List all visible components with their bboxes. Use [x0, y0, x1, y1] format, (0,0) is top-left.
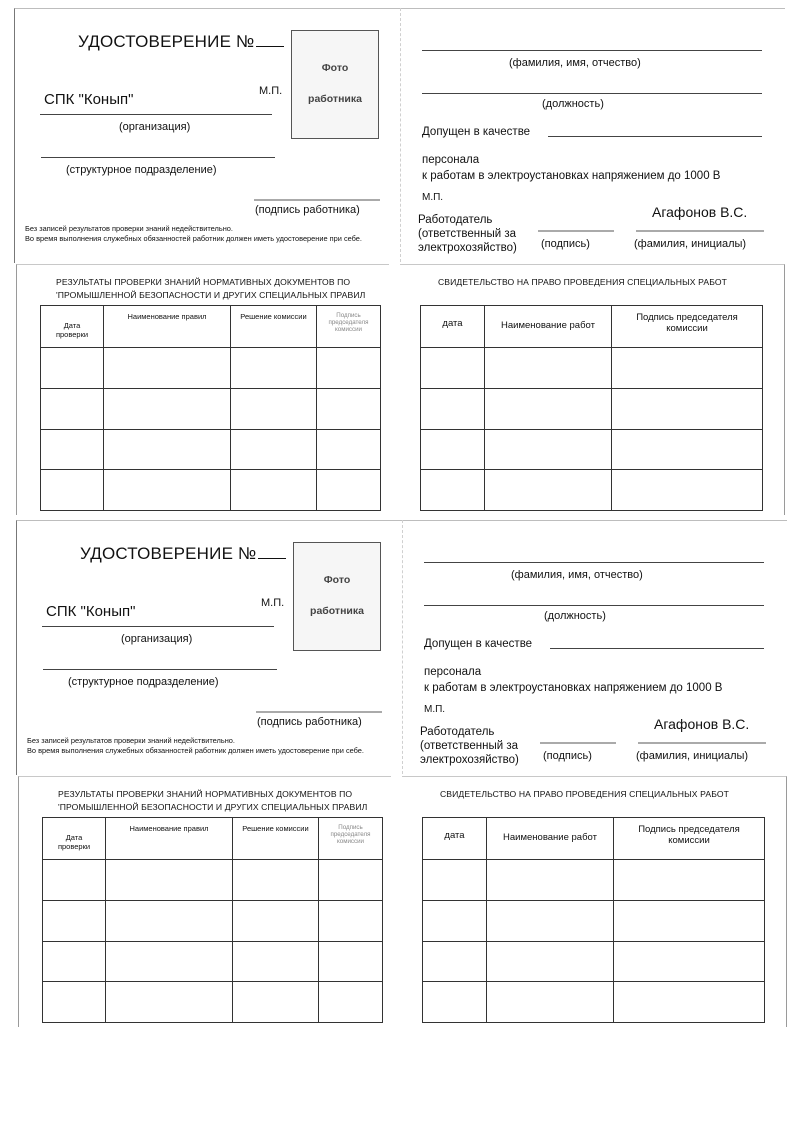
note-line-1: Без записей результатов проверки знаний недействительно. — [27, 736, 235, 745]
subdivision-line[interactable] — [43, 669, 277, 670]
cell[interactable] — [317, 388, 381, 429]
personnel-label: персонала — [422, 154, 480, 166]
position-caption: (должность) — [544, 610, 606, 622]
col-sign-header: Подпись председателя комиссии — [317, 306, 381, 348]
cell[interactable] — [485, 470, 612, 511]
fio-line[interactable] — [422, 50, 762, 51]
employer-signature-line[interactable] — [540, 742, 616, 744]
cell[interactable] — [41, 470, 104, 511]
cell[interactable] — [43, 860, 106, 901]
organization-line[interactable] — [40, 114, 272, 115]
cell[interactable] — [43, 900, 106, 941]
employer-signature-line[interactable] — [538, 230, 614, 232]
cell[interactable] — [485, 429, 612, 470]
personnel-label: персонала — [424, 666, 482, 678]
cell[interactable] — [319, 860, 383, 901]
col-date-header: дата — [423, 818, 487, 860]
col-decision-header: Решение комиссии — [231, 306, 317, 348]
cell[interactable] — [104, 348, 231, 389]
voltage-label: к работам в электроустановках напряжением до 1000 В — [424, 682, 723, 694]
note-line-2: Во время выполнения служебных обязанностей работник должен иметь удостоверение при себе. — [27, 745, 364, 755]
table-header-row — [43, 818, 383, 860]
col-work-header: Наименование работ — [485, 306, 612, 348]
cell[interactable] — [421, 470, 485, 511]
organization-value: СПК "Конып" — [44, 91, 134, 108]
employer-name: Агафонов В.С. — [652, 204, 748, 220]
cell[interactable] — [41, 348, 104, 389]
cell[interactable] — [104, 470, 231, 511]
table-row — [423, 900, 765, 941]
cell[interactable] — [423, 900, 487, 941]
cell[interactable] — [233, 860, 319, 901]
organization-line[interactable] — [42, 626, 274, 627]
card-note — [25, 224, 370, 244]
cell[interactable] — [106, 941, 233, 982]
fio-caption: (фамилия, имя, отчество) — [511, 569, 643, 581]
cell[interactable] — [614, 900, 765, 941]
col-sign-header: Подпись председателя комиссии — [612, 306, 763, 348]
cell[interactable] — [421, 429, 485, 470]
employer-name-line[interactable] — [636, 230, 764, 232]
cell[interactable] — [612, 429, 763, 470]
cell[interactable] — [487, 982, 614, 1023]
employer-label-2: (ответственный за — [420, 740, 519, 752]
cell[interactable] — [487, 900, 614, 941]
cell[interactable] — [423, 982, 487, 1023]
employer-label-1: Работодатель — [420, 726, 495, 738]
employer-label-3: электрохозяйство) — [420, 754, 519, 766]
photo-label-1: Фото — [321, 62, 349, 74]
certificate-copy-1 — [0, 0, 794, 512]
cell[interactable] — [319, 982, 383, 1023]
organization-caption: (организация) — [119, 121, 191, 133]
cell[interactable] — [106, 982, 233, 1023]
table-row — [41, 470, 381, 511]
cell[interactable] — [423, 860, 487, 901]
results-title-line-2: 'ПРОМЫШЛЕННОЙ БЕЗОПАСНОСТИ И ДРУГИХ СПЕЦИАЛЬНЫХ ПРАВИЛ — [56, 289, 366, 300]
cell[interactable] — [319, 941, 383, 982]
table-row — [421, 429, 763, 470]
photo-label-2: работника — [308, 93, 362, 105]
card-title: УДОСТОВЕРЕНИЕ № — [78, 32, 284, 52]
certificate-copy-2 — [0, 512, 794, 1024]
table-row — [421, 348, 763, 389]
table-row — [41, 429, 381, 470]
cell[interactable] — [614, 860, 765, 901]
certificate-title: СВИДЕТЕЛЬСТВО НА ПРАВО ПРОВЕДЕНИЯ СПЕЦИАЛЬНЫХ РАБОТ — [438, 277, 727, 287]
results-table — [42, 817, 383, 1023]
card-title: УДОСТОВЕРЕНИЕ № — [80, 544, 286, 564]
admitted-label: Допущен в качестве — [424, 638, 533, 650]
number-blank[interactable] — [258, 544, 286, 559]
cell[interactable] — [614, 941, 765, 982]
cell[interactable] — [233, 982, 319, 1023]
cell[interactable] — [106, 900, 233, 941]
results-title-line-2: 'ПРОМЫШЛЕННОЙ БЕЗОПАСНОСТИ И ДРУГИХ СПЕЦИАЛЬНЫХ ПРАВИЛ — [58, 801, 368, 812]
table-row — [423, 860, 765, 901]
stamp-mark-2: М.П. — [424, 704, 446, 715]
note-line-1: Без записей результатов проверки знаний недействительно. — [25, 224, 233, 233]
voltage-label: к работам в электроустановках напряжением до 1000 В — [422, 170, 721, 182]
stamp-mark: М.П. — [261, 597, 285, 609]
cell[interactable] — [43, 941, 106, 982]
col-date-header: дата — [421, 306, 485, 348]
fold-line — [402, 520, 403, 774]
cell[interactable] — [41, 388, 104, 429]
col-date-header: Дата проверки — [41, 306, 104, 348]
table-header-row — [423, 818, 765, 860]
cell[interactable] — [43, 982, 106, 1023]
results-title-line-1: РЕЗУЛЬТАТЫ ПРОВЕРКИ ЗНАНИЙ НОРМАТИВНЫХ ДОКУМЕНТОВ ПО — [58, 789, 353, 799]
cell[interactable] — [612, 388, 763, 429]
col-rules-header: Наименование правил — [104, 306, 231, 348]
cell[interactable] — [421, 348, 485, 389]
position-line[interactable] — [424, 605, 764, 606]
stamp-mark: М.П. — [259, 85, 283, 97]
cell[interactable] — [317, 429, 381, 470]
results-table — [40, 305, 381, 511]
table-row — [43, 941, 383, 982]
photo-label-2: работника — [310, 605, 364, 617]
results-title — [56, 276, 365, 302]
employer-label-3: электрохозяйство) — [418, 242, 517, 254]
cell[interactable] — [104, 429, 231, 470]
cell[interactable] — [317, 348, 381, 389]
results-title-line-1: РЕЗУЛЬТАТЫ ПРОВЕРКИ ЗНАНИЙ НОРМАТИВНЫХ ДОКУМЕНТОВ ПО — [56, 277, 351, 287]
organization-value: СПК "Конып" — [46, 603, 136, 620]
cell[interactable] — [421, 388, 485, 429]
cell[interactable] — [487, 860, 614, 901]
worker-signature-line[interactable] — [256, 711, 382, 713]
number-blank[interactable] — [256, 32, 284, 47]
cell[interactable] — [319, 900, 383, 941]
certificate-table — [420, 305, 763, 511]
admitted-line[interactable] — [550, 648, 764, 649]
table-row — [43, 900, 383, 941]
table-row — [421, 470, 763, 511]
fio-line[interactable] — [424, 562, 764, 563]
results-title — [58, 788, 367, 814]
table-row — [423, 941, 765, 982]
admitted-label: Допущен в качестве — [422, 126, 531, 138]
worker-signature-line[interactable] — [254, 199, 380, 201]
position-line[interactable] — [422, 93, 762, 94]
cell[interactable] — [614, 982, 765, 1023]
subdivision-caption: (структурное подразделение) — [66, 164, 217, 176]
cell[interactable] — [317, 470, 381, 511]
worker-signature-caption: (подпись работника) — [255, 204, 360, 216]
subdivision-caption: (структурное подразделение) — [68, 676, 219, 688]
cell[interactable] — [41, 429, 104, 470]
col-date-header: Дата проверки — [43, 818, 106, 860]
signature-caption: (подпись) — [541, 238, 590, 250]
table-row — [421, 388, 763, 429]
col-decision-header: Решение комиссии — [233, 818, 319, 860]
table-header-row — [41, 306, 381, 348]
cell[interactable] — [233, 941, 319, 982]
organization-caption: (организация) — [121, 633, 193, 645]
subdivision-line[interactable] — [41, 157, 275, 158]
table-row — [43, 982, 383, 1023]
cell[interactable] — [612, 348, 763, 389]
col-sign-header: Подпись председателя комиссии — [319, 818, 383, 860]
certificate-table — [422, 817, 765, 1023]
employer-name-line[interactable] — [638, 742, 766, 744]
cell[interactable] — [231, 388, 317, 429]
employer-name-caption: (фамилия, инициалы) — [636, 750, 749, 762]
col-sign-header: Подпись председателя комиссии — [614, 818, 765, 860]
card-note — [27, 736, 372, 756]
cell[interactable] — [485, 388, 612, 429]
cell[interactable] — [231, 429, 317, 470]
signature-caption: (подпись) — [543, 750, 592, 762]
cell[interactable] — [612, 470, 763, 511]
employer-name: Агафонов В.С. — [654, 716, 750, 732]
fold-line — [400, 8, 401, 262]
table-row — [43, 860, 383, 901]
col-work-header: Наименование работ — [487, 818, 614, 860]
stamp-mark-2: М.П. — [422, 192, 444, 203]
employer-label-2: (ответственный за — [418, 228, 517, 240]
cell[interactable] — [106, 860, 233, 901]
cell[interactable] — [233, 900, 319, 941]
admitted-line[interactable] — [548, 136, 762, 137]
photo-label-1: Фото — [323, 574, 351, 586]
employer-label-1: Работодатель — [418, 214, 493, 226]
cell[interactable] — [487, 941, 614, 982]
note-line-2: Во время выполнения служебных обязанностей работник должен иметь удостоверение при себе. — [25, 233, 362, 243]
photo-box — [291, 30, 379, 139]
employer-name-caption: (фамилия, инициалы) — [634, 238, 747, 250]
table-row — [41, 348, 381, 389]
cell[interactable] — [231, 470, 317, 511]
worker-signature-caption: (подпись работника) — [257, 716, 362, 728]
cell[interactable] — [231, 348, 317, 389]
table-row — [41, 388, 381, 429]
table-header-row — [421, 306, 763, 348]
cell[interactable] — [423, 941, 487, 982]
table-row — [423, 982, 765, 1023]
cell[interactable] — [104, 388, 231, 429]
photo-box — [293, 542, 381, 651]
position-caption: (должность) — [542, 98, 604, 110]
cell[interactable] — [485, 348, 612, 389]
certificate-title: СВИДЕТЕЛЬСТВО НА ПРАВО ПРОВЕДЕНИЯ СПЕЦИАЛЬНЫХ РАБОТ — [440, 789, 729, 799]
fio-caption: (фамилия, имя, отчество) — [509, 57, 641, 69]
col-rules-header: Наименование правил — [106, 818, 233, 860]
